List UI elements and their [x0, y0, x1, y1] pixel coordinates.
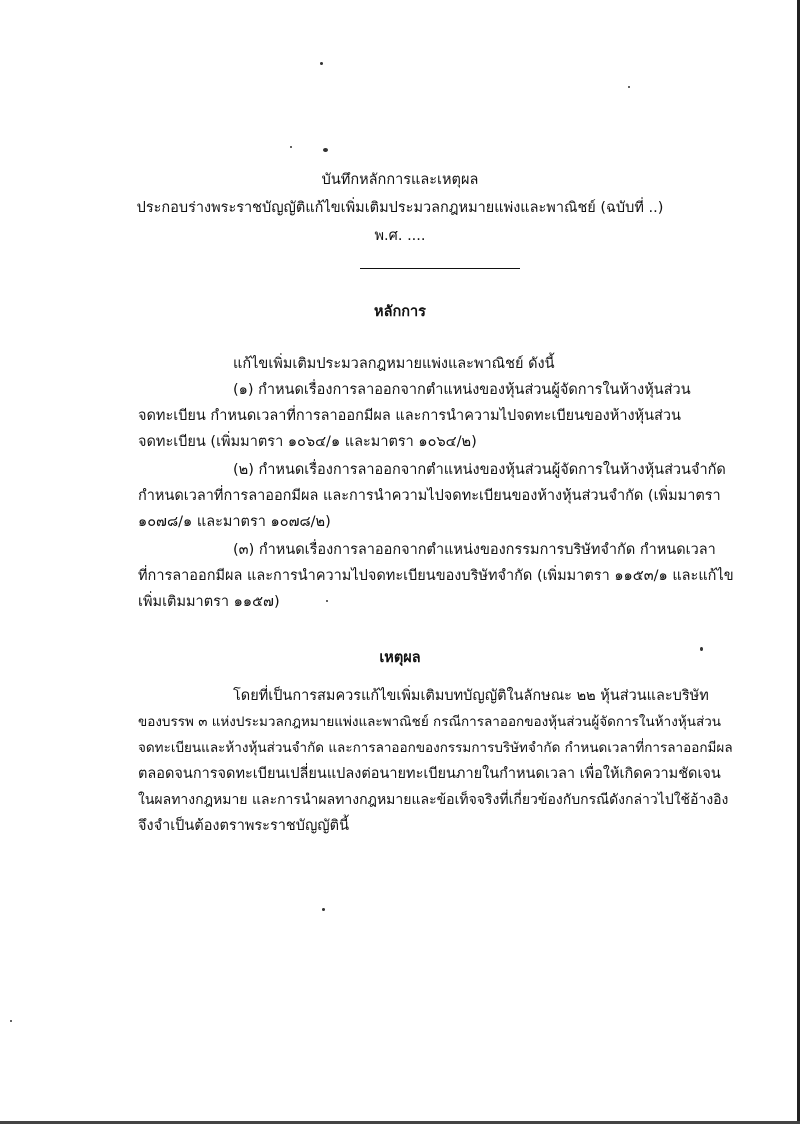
scan-speck [10, 1020, 12, 1022]
principle-line: ๑๐๗๘/๑ และมาตรา ๑๐๗๘/๒) [138, 514, 331, 530]
reason-line: โดยที่เป็นการสมควรแก้ไขเพิ่มเติมบทบัญญัติในลักษณะ ๒๒ หุ้นส่วนและบริษัท [233, 688, 709, 704]
scan-speck [290, 146, 292, 148]
principle-line: เพิ่มเติมมาตรา ๑๑๕๗) [138, 594, 280, 610]
reason-line: ของบรรพ ๓ แห่งประมวลกฎหมายแพ่งและพาณิชย์ กรณีการลาออกของหุ้นส่วนผู้จัดการในห้างหุ้นส่วน [138, 714, 721, 730]
principle-line: แก้ไขเพิ่มเติมประมวลกฎหมายแพ่งและพาณิชย์ ดังนี้ [233, 356, 555, 372]
reason-heading: เหตุผล [379, 650, 421, 666]
scan-speck [322, 908, 325, 911]
reason-line: ในผลทางกฎหมาย และการนำผลทางกฎหมายและข้อเท็จจริงที่เกี่ยวข้องกับกรณีดังกล่าวไปใช้อ้างอิง [138, 792, 729, 808]
principle-heading: หลักการ [374, 304, 426, 320]
scan-speck [628, 86, 630, 88]
principle-line: ที่การลาออกมีผล และการนำความไปจดทะเบียนของบริษัทจำกัด (เพิ่มมาตรา ๑๑๕๓/๑ และแก้ไข [138, 568, 734, 584]
document-subtitle: ประกอบร่างพระราชบัญญัติแก้ไขเพิ่มเติมประมวลกฎหมายแพ่งและพาณิชย์ (ฉบับที่ ..) [136, 200, 664, 216]
scan-speck [326, 600, 328, 602]
principle-line: (๒) กำหนดเรื่องการลาออกจากตำแหน่งของหุ้นส่วนผู้จัดการในห้างหุ้นส่วนจำกัด [233, 462, 726, 478]
reason-line: จึงจำเป็นต้องตราพระราชบัญญัตินี้ [138, 818, 349, 834]
principle-line: (๓) กำหนดเรื่องการลาออกจากตำแหน่งของกรรมการบริษัทจำกัด กำหนดเวลา [233, 542, 716, 558]
principle-line: จดทะเบียน (เพิ่มมาตรา ๑๐๖๔/๑ และมาตรา ๑๐๖๔/๒) [138, 434, 477, 450]
reason-line: จดทะเบียนและห้างหุ้นส่วนจำกัด และการลาออกของกรรมการบริษัทจำกัด กำหนดเวลาที่การลาออกมีผล [138, 740, 733, 756]
principle-line: (๑) กำหนดเรื่องการลาออกจากตำแหน่งของหุ้นส่วนผู้จัดการในห้างหุ้นส่วน [233, 382, 691, 398]
scan-speck [323, 148, 328, 152]
reason-line: ตลอดจนการจดทะเบียนเปลี่ยนแปลงต่อนายทะเบียนภายในกำหนดเวลา เพื่อให้เกิดความชัดเจน [138, 766, 721, 782]
title-divider [360, 268, 520, 269]
document-title: บันทึกหลักการและเหตุผล [321, 172, 479, 188]
document-year: พ.ศ. .... [374, 228, 426, 244]
scan-speck [320, 62, 323, 65]
principle-line: กำหนดเวลาที่การลาออกมีผล และการนำความไปจดทะเบียนของห้างหุ้นส่วนจำกัด (เพิ่มมาตรา [138, 488, 721, 504]
principle-line: จดทะเบียน กำหนดเวลาที่การลาออกมีผล และการนำความไปจดทะเบียนของห้างหุ้นส่วน [138, 408, 681, 424]
